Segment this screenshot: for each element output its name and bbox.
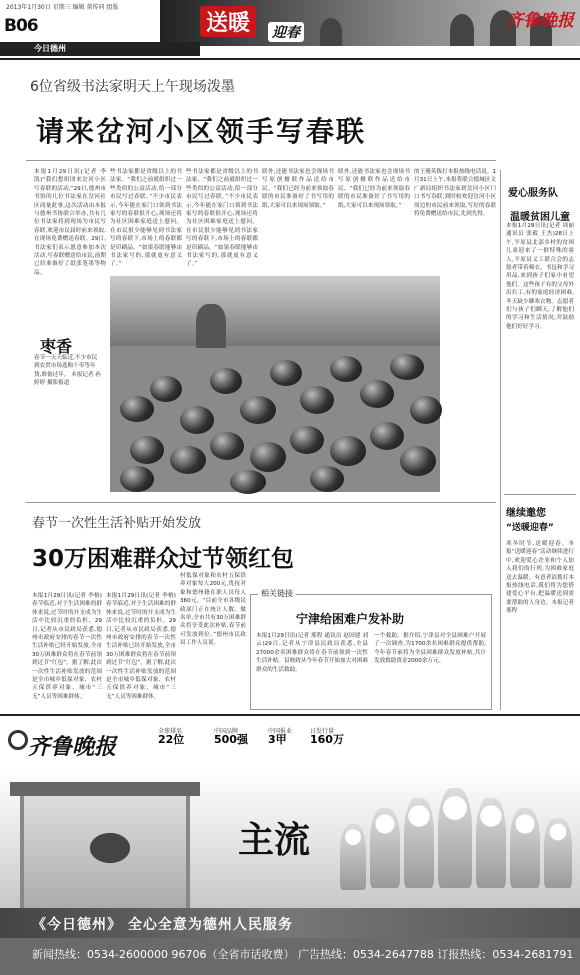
sidebar-section-divider <box>504 494 576 495</box>
jujube-date <box>150 376 182 402</box>
butterfly-icon <box>70 818 150 878</box>
jujube-date <box>120 466 154 492</box>
photo-background <box>110 276 440 346</box>
sidebar-body: 本报1月29日讯(记者 周丽 通讯员 张毅 王杰)28日上午,平原县北部乡村的贫困儿童迎来了一群特殊的客人,平原县义工联合会的志愿者带着棉衣、书包和学习用品,来到孩子们家中看望他们。这些孩子有的父母外出打工,有的家庭经济困难,冬天缺少御寒衣物。志愿者们与孩子们聊天,了解他们的学习和生活情况,并鼓励他们好好学习。 <box>506 223 574 330</box>
photo-caption-title: 枣香 <box>40 337 73 356</box>
ad-slogan: 《今日德州》 全心全意为德州人民服务 <box>32 917 293 933</box>
jujube-date <box>180 406 214 434</box>
jujube-date <box>290 426 324 454</box>
photo-caption-text: 春节一天天临近,不少市民到农贸市场选购干枣等年货,准备过年。 <box>34 355 98 378</box>
jujube-date <box>360 380 394 408</box>
sidebar-title: 继续邀您 <box>506 508 546 519</box>
sidebar-divider <box>500 170 501 710</box>
sidebar-subtitle: 温暖贫困儿童 <box>510 212 570 223</box>
banner-title: 送暖 <box>200 6 256 37</box>
jujube-date <box>270 360 302 386</box>
ad-phone-numbers: 新闻热线：0534-2600000 96706（全省市话收费） 广告热线：0534-2647788 订报热线：0534-2681791 <box>32 948 574 961</box>
jujube-date <box>390 354 424 380</box>
story1-kicker: 6位省级书法家明天上午现场泼墨 <box>30 79 235 95</box>
jujube-date <box>410 396 442 424</box>
photo-caption <box>34 354 102 388</box>
banner-figure <box>450 14 474 46</box>
story1-column: 的王雅英拨打本报热线电话说。1月31日上午,本报将联合德城区文广新局组织书法家到岔河小区门口书写春联,到时候欢迎岔河小区周边的市民前来领取,写好的春联将免费赠送给市民,先到先得。 <box>414 169 496 218</box>
related-column: 本报1月29日讯(记者 邢程 通讯员 赵国建 刘云)29日,记者从宁津县民政局获悉,全县27000余名困难群众将在春节前领到一次性生活补贴。县财政从今年春节开始加大对困难群众的生活救助。 <box>256 633 368 673</box>
photo-shopper <box>196 304 226 348</box>
ad-paper-logo: 齐鲁晚报 <box>28 735 117 760</box>
dates-market-photo <box>110 276 440 492</box>
section-label: 今日德州 <box>34 44 66 53</box>
paper-logo-icon <box>8 730 28 750</box>
sidebar-subtitle: “送暖迎春” <box>506 523 554 533</box>
sidebar-body: 寒冬时节,送暖迎春。本报“送暖迎春”活动继续进行中,欢迎爱心企业和个人加入我们的行列,为困难家庭送去温暖。有意者请拨打本报热线电话,我们将为您搭建爱心平台,把温暖送到需要帮助的人身边。本报记者 邢程 <box>506 541 574 615</box>
story2-headline: 30万困难群众过节领红包 <box>32 546 295 572</box>
jujube-date <box>210 368 242 394</box>
ad-stat: 中国品牌 500强 <box>214 728 248 746</box>
story2-kicker: 春节一次性生活补贴开始发放 <box>32 516 202 531</box>
section-bar <box>0 42 200 56</box>
sidebar-title: 爱心服务队 <box>508 188 558 199</box>
story1-column: 些书法家都是省级以上的书法家。“我们之前就组织过一些类似的公益活动,给一部分市民写过春联。”不少市民表示,今年能在家门口领到书法家写的春联很开心,现场还将为社区困难家庭送上慰问。在市民很少能够见到书法家写的春联下,市场上的春联都是印刷品。“如果春联能够由书法家写的,那就更有意义了。” <box>110 169 182 268</box>
jujube-date <box>230 470 266 494</box>
ad-person <box>370 808 400 888</box>
paper-logo: 齐鲁晚报 <box>506 11 574 31</box>
page-number: B06 <box>4 16 38 36</box>
page-topline: 2013年1月30日 星期三 编辑 董传同 组版 <box>6 4 119 11</box>
jujube-date <box>130 436 164 464</box>
related-label: 相关链接 <box>258 588 296 599</box>
story1-column: 联外,还能书法家也会现场书写原创楹联作品送给市民。“我们已经为前来领取春联的市民准备好了书写用的纸,大家可以来现场领取。” <box>262 169 334 209</box>
story1-headline: 请来岔河小区领手写春联 <box>36 115 367 148</box>
ad-person <box>476 798 506 888</box>
jujube-date <box>330 356 362 382</box>
jujube-date <box>170 446 206 474</box>
jujube-date <box>400 446 436 476</box>
ad-person <box>438 788 472 888</box>
header-divider <box>0 58 580 60</box>
ad-person <box>404 798 434 888</box>
jujube-date <box>300 386 334 414</box>
banner-subtitle: 迎春 <box>268 22 304 42</box>
jujube-date <box>330 436 366 466</box>
ad-stat: 全球排名 22位 <box>158 728 185 746</box>
jujube-date <box>240 396 276 424</box>
story1-column: 些书法家都是省级以上的书法家。“我们之前就组织过一些类似的公益活动,给一部分市民写过春联。”不少市民表示,今年能在家门口领到书法家写的春联很开心,现场还将为社区困难家庭送上慰问。在市民很少能够见到书法家写的春联下,市场上的春联都是印刷品。“如果春联能够由书法家写的,那就更有意义了。” <box>186 169 258 268</box>
ad-stat: 中国报业 3甲 <box>268 728 293 746</box>
story1-column: 联外,还能书法家也会现场书写原创楹联作品送给市民。“我们已经为前来领取春联的市民准备好了书写用的纸,大家可以来现场领取。” <box>338 169 410 209</box>
story1-column: 本报1月29日讯(记者 李凯)“我们想组团来岔河小区写春联的活动,”29日,德州市书协的几位书法家在岔河社区商量此事,这次活动由本报与德州书协联合举办,共有几位书法家将到现场为市民写春联,欢迎市民届时前来领取,在现场免费赠送春联。29日,书法家们表示愿意参加本次活动,写春联赠送给市民,前期已经准备好了纸张笔墨等物品。 <box>34 169 106 276</box>
photo-credit: 本报记者 孙婷婷 摄影报道 <box>34 371 101 387</box>
ad-person <box>340 824 366 890</box>
related-column: 一个救助。据介绍,宁津县对全县困难户开展了一次调查,为1700余名困难群众提供帮助,今年春节前将为全县困难群众发放补贴,共计发放救助资金2000余万元。 <box>374 633 486 665</box>
story2-column: 本报1月29日讯(记者 李榕)春节临近,对于生活困难的群体来说,过节时的开支成为生活中比较沉重的负担。29日,记者从市民政局获悉,德州市政府安排的春节一次性生活补贴已经开始发放,全市30万困难群众将在春节前领到过节“红包”。据了解,此次一次性生活补贴发放的范围是全市城乡低保对象、农村五保供养对象、城市“三无”人员等困难群体。 <box>32 593 102 700</box>
jujube-date <box>250 442 286 472</box>
jujube-date <box>370 422 404 450</box>
ad-person <box>544 818 572 888</box>
ad-main-word: 主流 <box>238 819 311 861</box>
ad-stat: 日发行量 160万 <box>310 728 344 746</box>
story2-column: 村低保对象和农村五保供养对象每人200元,优抚对象和德州籍在职人员每人360元。“目前全市各级民政部门正在统计人数、做名单,全市共有30万困难群众将享受此次补贴,春节前可发放到位。”德州市民政局工作人员说。 <box>180 573 246 647</box>
related-headline: 宁津给困难户发补助 <box>296 612 405 626</box>
story2-column: 本报1月29日讯(记者 李榕)春节临近,对于生活困难的群体来说,过节时的开支成为生活中比较沉重的负担。29日,记者从市民政局获悉,德州市政府安排的春节一次性生活补贴已经开始发放,全市30万困难群众将在春节前领到过节“红包”。据了解,此次一次性生活补贴发放的范围是全市城乡低保对象、农村五保供养对象、城市“三无”人员等困难群体。 <box>106 593 176 700</box>
jujube-date <box>210 432 244 460</box>
jujube-date <box>310 466 344 492</box>
ad-gate-roof <box>10 782 200 796</box>
story2-divider <box>26 502 496 503</box>
story1-divider <box>26 160 496 161</box>
jujube-date <box>120 396 154 422</box>
banner-figure <box>320 18 342 46</box>
ad-person <box>510 808 540 888</box>
